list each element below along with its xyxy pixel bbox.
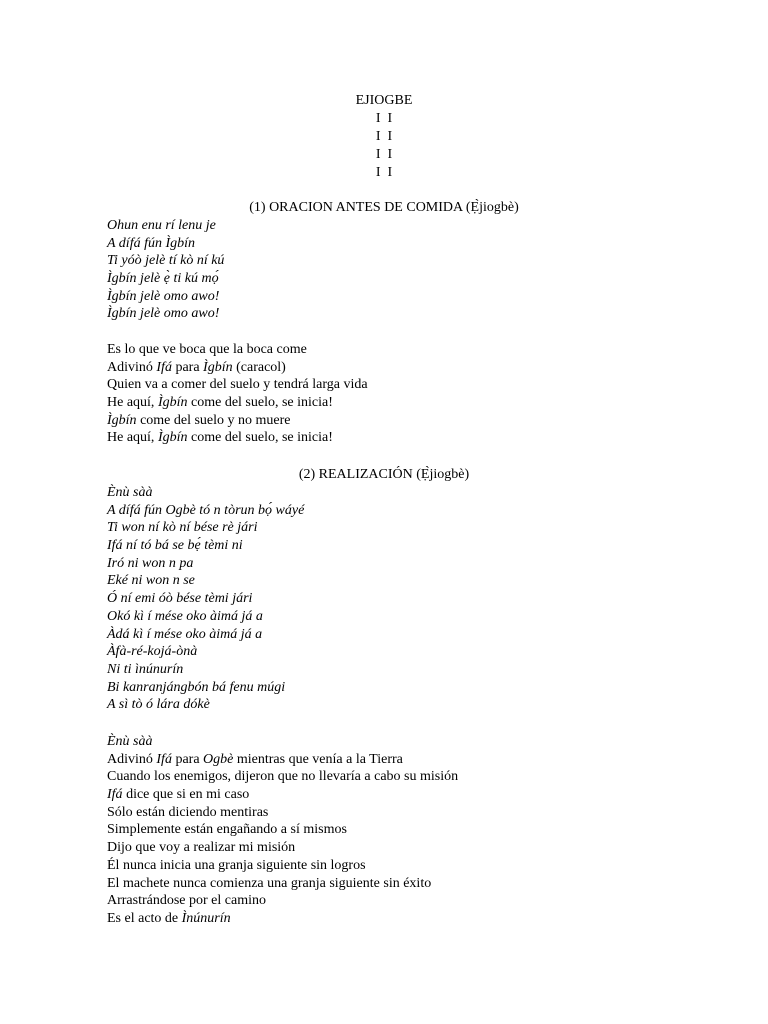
section1-verse <box>107 217 727 323</box>
verse-line: Àfà-ré-kojá-ònà <box>107 644 198 660</box>
translation-text: come del suelo y no muere <box>136 412 291 428</box>
title-block <box>0 92 768 182</box>
verse-line: Ènù sàà <box>107 485 153 500</box>
verse-line: Ìgbín jelè omo awo! <box>107 288 220 304</box>
verse-line: Ifá ní tó bá se bẹ́ tèmi ni <box>107 538 243 554</box>
translation-text: para <box>171 751 204 767</box>
italic-term: Ifá <box>107 787 123 803</box>
italic-term: Ifá <box>156 751 172 767</box>
translation-text: mientras que venía a la Tierra <box>233 751 403 767</box>
translation-text: para <box>171 359 204 375</box>
verse-line: Àdá kì í mése oko àimá já a <box>107 626 263 642</box>
translation-line <box>107 910 727 928</box>
translation-text: come del suelo, se inicia! <box>187 430 333 446</box>
verse-line: Iró ni won n pa <box>107 555 194 571</box>
translation-text: Adivinó <box>107 359 157 375</box>
translation-line <box>107 804 727 822</box>
translation-line <box>107 733 727 751</box>
verse-line: A dífá fún Ogbè tó n tòrun bọ́ wáyé <box>107 502 305 518</box>
translation-text: Arrastrándose por el camino <box>107 893 266 909</box>
translation-text: He aquí, <box>107 395 158 411</box>
translation-text: (caracol) <box>232 359 286 375</box>
section2-heading: (2) REALIZACIÓN (Ẹ̀jiogbè) <box>298 467 470 482</box>
odu-mark-line: I I <box>375 147 393 162</box>
italic-term: Ogbè <box>203 751 234 767</box>
verse-line: Bi kanranjángbón bá fenu múgi <box>107 679 286 695</box>
verse-line: Ìgbín jelè omo awo! <box>107 306 220 322</box>
section2-verse <box>107 484 727 714</box>
translation-line <box>107 341 727 359</box>
translation-text: Es lo que ve boca que la boca come <box>107 342 307 357</box>
translation-text: El machete nunca comienza una granja siguiente sin éxito <box>107 875 432 891</box>
translation-line <box>107 412 727 430</box>
translation-text: Él nunca inicia una granja siguiente sin logros <box>107 857 366 873</box>
verse-line: A sì tò ó lára dókè <box>107 697 210 713</box>
verse-line: Ni ti ìnúnurín <box>107 661 184 677</box>
italic-term: Ìgbín <box>157 430 188 446</box>
translation-line <box>107 892 727 910</box>
translation-text: He aquí, <box>107 430 158 446</box>
translation-line <box>107 821 727 839</box>
verse-line: A dífá fún Ìgbín <box>107 235 196 251</box>
translation-text: Quien va a comer del suelo y tendrá larga vida <box>107 377 368 393</box>
italic-term: Ènù sàà <box>107 734 153 749</box>
italic-term: Ìgbín <box>107 412 137 428</box>
translation-text: Adivinó <box>107 751 157 767</box>
italic-term: Ìgbín <box>157 395 188 411</box>
translation-text: dice que si en mi caso <box>122 787 250 803</box>
italic-term: Ìnúnurín <box>181 910 231 926</box>
verse-line: Okó kì í mése oko àimá já a <box>107 608 263 624</box>
verse-line: Ohun enu rí lenu je <box>107 218 216 233</box>
italic-term: Ifá <box>156 359 172 375</box>
translation-line <box>107 857 727 875</box>
translation-line <box>107 839 727 857</box>
translation-text: Dijo que voy a realizar mi misión <box>107 840 296 856</box>
section1-heading: (1) ORACION ANTES DE COMIDA (Ẹ̀jiogbè) <box>249 200 519 215</box>
odu-mark-line: I I <box>375 129 393 144</box>
section2-translation <box>107 733 727 928</box>
verse-line: Ti yóò jelè tí kò ní kú <box>107 253 225 269</box>
italic-term: Ìgbín <box>203 359 233 375</box>
translation-line <box>107 429 727 447</box>
translation-text: Cuando los enemigos, dijeron que no llevaría a cabo su misión <box>107 769 459 785</box>
translation-line <box>107 751 727 769</box>
translation-line <box>107 394 727 412</box>
translation-line <box>107 768 727 786</box>
translation-line <box>107 359 727 377</box>
verse-line: Eké ni won n se <box>107 573 195 589</box>
section1-translation <box>107 341 727 447</box>
verse-line: Ti won ní kò ní bése rè jári <box>107 520 258 536</box>
translation-line <box>107 376 727 394</box>
verse-line: Ó ní emi óò bése tèmi jári <box>107 591 253 607</box>
translation-text: Simplemente están engañando a sí mismos <box>107 822 347 838</box>
verse-line: Ìgbín jelè ẹ̀ ti kú mọ́ <box>107 271 219 287</box>
translation-text: Sólo están diciendo mentiras <box>107 804 269 820</box>
translation-line <box>107 875 727 893</box>
translation-line <box>107 786 727 804</box>
odu-mark-line: I I <box>375 111 393 126</box>
translation-text: come del suelo, se inicia! <box>187 395 333 411</box>
odu-mark-line: I I <box>375 165 393 180</box>
document-title: EJIOGBE <box>355 93 413 108</box>
translation-text: Es el acto de <box>107 910 182 926</box>
